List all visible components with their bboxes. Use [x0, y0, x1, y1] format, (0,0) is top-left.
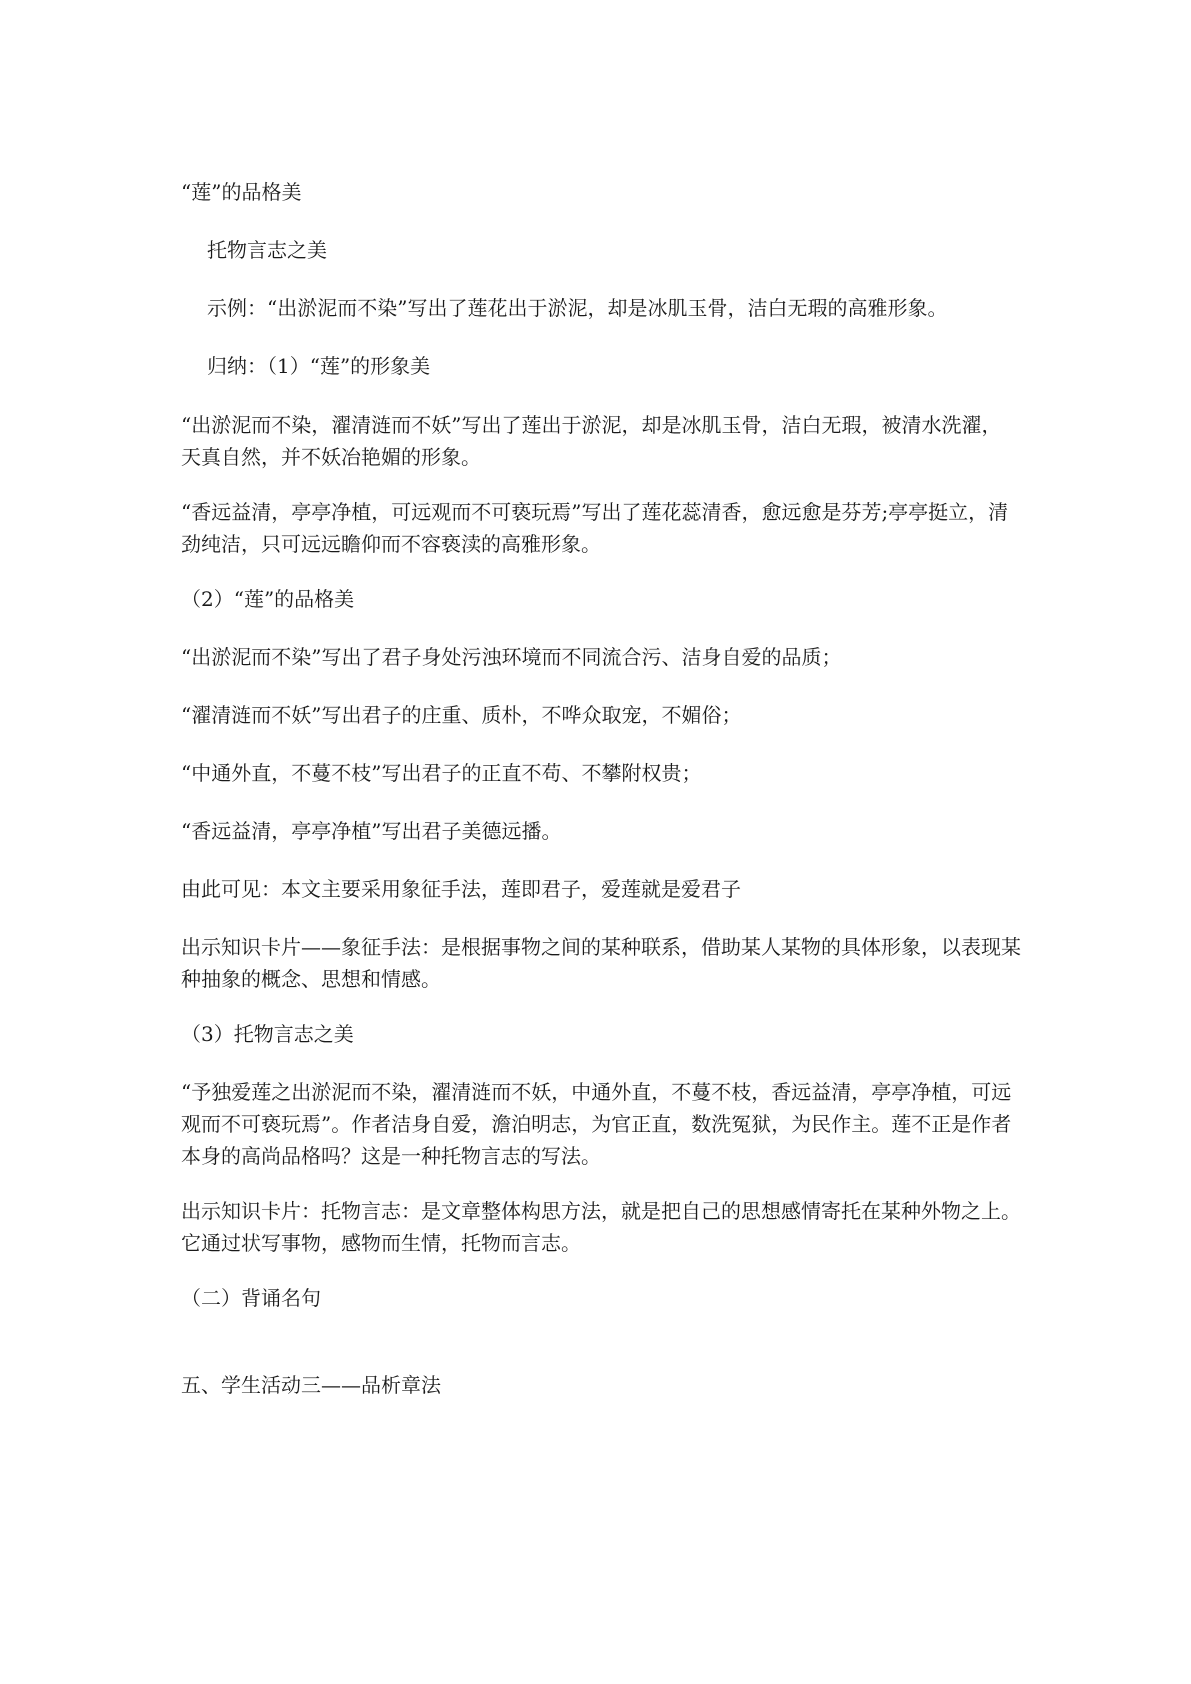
paragraph-summary-1: 归纳：（1）“莲”的形象美	[207, 354, 431, 378]
paragraph-character-4: “香远益清，亭亭净植”写出君子美德远播。	[181, 819, 562, 843]
paragraph-character-3: “中通外直，不蔓不枝”写出君子的正直不苟、不攀附权贵；	[181, 761, 702, 785]
paragraph-knowledge-card-expression: 出示知识卡片：托物言志：是文章整体构思方法，就是把自己的思想感情寄托在某种外物之上。它通过状写事物，感物而生情，托物而言志。	[181, 1199, 1021, 1255]
paragraph-knowledge-card-symbolism: 出示知识卡片——象征手法：是根据事物之间的某种联系，借助某人某物的具体形象，以表现某种抽象的概念、思想和情感。	[181, 935, 1021, 991]
paragraph-subheading-symbolism: 托物言志之美	[207, 238, 327, 262]
paragraph-summary-2: （2）“莲”的品格美	[181, 587, 355, 611]
paragraph-quote-analysis: “予独爱莲之出淤泥而不染，濯清涟而不妖，中通外直，不蔓不枝，香远益清，亭亭净植，可远观而不可亵玩焉”。作者洁身自爱，澹泊明志，为官正直，数洗冤狱，为民作主。莲不正是作者本身的高尚品格吗？这是一种托物言志的写法。	[181, 1080, 1012, 1168]
paragraph-conclusion: 由此可见：本文主要采用象征手法，莲即君子，爱莲就是爱君子	[181, 877, 741, 901]
paragraph-lotus-character-heading: “莲”的品格美	[181, 180, 302, 204]
paragraph-image-beauty-2: “香远益清，亭亭净植，可远观而不可亵玩焉”写出了莲花蕊清香，愈远愈是芬芳;亭亭挺立，清劲纯洁，只可远远瞻仰而不容亵渎的高雅形象。	[181, 500, 1009, 556]
paragraph-summary-3: （3）托物言志之美	[181, 1022, 354, 1046]
paragraph-image-beauty-1: “出淤泥而不染，濯清涟而不妖”写出了莲出于淤泥，却是冰肌玉骨，洁白无瑕，被清水洗濯，天真自然，并不妖冶艳媚的形象。	[181, 413, 1002, 469]
paragraph-example: 示例：“出淤泥而不染”写出了莲花出于淤泥，却是冰肌玉骨，洁白无瑕的高雅形象。	[207, 296, 948, 320]
paragraph-character-2: “濯清涟而不妖”写出君子的庄重、质朴，不哗众取宠，不媚俗；	[181, 703, 742, 727]
paragraph-character-1: “出淤泥而不染”写出了君子身处污浊环境而不同流合污、洁身自爱的品质；	[181, 645, 842, 669]
paragraph-section-five-heading: 五、学生活动三——品析章法	[181, 1373, 441, 1397]
paragraph-recite-heading: （二）背诵名句	[181, 1286, 321, 1310]
